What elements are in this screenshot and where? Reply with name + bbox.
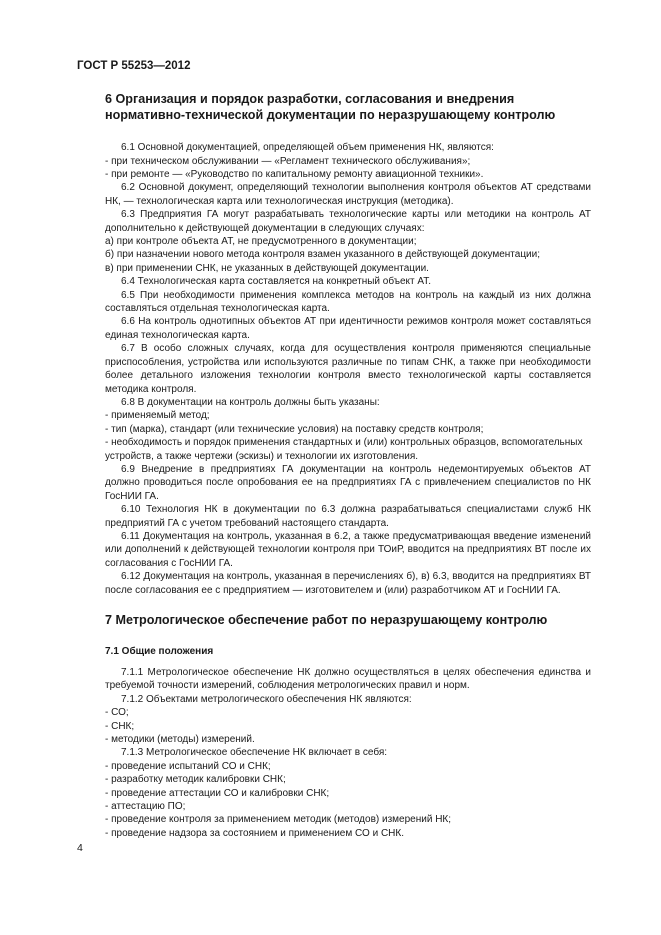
paragraph: 6.7 В особо сложных случаях, когда для осуществления контроля применяются специальные приспособления, устройства или используются различные по типам СНК, а также при необходимости более детального изложения технологии контроля вместо технологической карты составляется методика контроля. xyxy=(105,343,591,395)
paragraph: 7.1.2 Объектами метрологического обеспечения НК являются: xyxy=(121,693,412,705)
paragraph: 6.1 Основной документацией, определяющей объем применения НК, являются: xyxy=(121,142,494,154)
list-item: - проведение надзора за состоянием и применением СО и СНК. xyxy=(105,827,404,839)
paragraph: 6.9 Внедрение в предприятиях ГА документации на контроль недемонтируемых объектов АТ должно проводиться после опробования ее на предприятиях ГА с привлечением специалистов по НК ГосНИИ ГА. xyxy=(105,463,591,502)
list-item: - аттестацию ПО; xyxy=(105,801,186,813)
list-item: - при ремонте — «Руководство по капитальному ремонту авиационной техники». xyxy=(105,169,484,180)
list-item: - тип (марка), стандарт (или технические условия) на поставку средств контроля; xyxy=(105,423,484,435)
paragraph: 6.5 При необходимости применения комплекса методов на контроль на каждый из них должна составляться отдельная технологическая карта. xyxy=(105,289,591,315)
paragraph: 6.4 Технологическая карта составляется на конкретный объект АТ. xyxy=(121,276,432,288)
list-item: - проведение контроля за применением методик (методов) измерений НК; xyxy=(105,814,452,826)
paragraph: 6.12 Документация на контроль, указанная в перечислениях б), в) 6.3, вводится на предприятиях ВТ после согласования ее с предприятием — изготовителем и (или) разработчиком АТ и ГосНИИ ГА. xyxy=(105,571,591,596)
document-header: ГОСТ Р 55253—2012 xyxy=(77,60,191,72)
list-item: - СО; xyxy=(105,707,129,719)
section-7-heading: 7 Метрологическое обеспечение работ по неразрушающему контролю xyxy=(105,613,548,627)
list-item: - необходимость и порядок применения стандартных и (или) контрольных образцов, вспомогательных устройств, а также чертежи (эскизы) и технологии их изготовления. xyxy=(105,437,583,462)
section-6-body xyxy=(105,141,591,597)
paragraph: 6.2 Основной документ, определяющий технологии выполнения контроля объектов АТ средствами НК, — технологическая карта или технологическая инструкция (методика). xyxy=(105,182,591,207)
list-item: - методики (методы) измерений. xyxy=(105,734,255,746)
paragraph: 6.6 На контроль однотипных объектов АТ при идентичности режимов контроля может составляться единая технологическая карта. xyxy=(105,316,591,341)
page-content xyxy=(105,92,591,840)
paragraph: 7.1.3 Метрологическое обеспечение НК включает в себя: xyxy=(121,747,388,759)
list-item: - проведение испытаний СО и СНК; xyxy=(105,760,271,772)
list-item: - применяемый метод; xyxy=(105,410,210,422)
list-item: б) при назначении нового метода контроля взамен указанного в действующей документации; xyxy=(105,249,540,261)
paragraph: 6.3 Предприятия ГА могут разрабатывать технологические карты или методики на контроль АТ дополнительно к действующей документации в следующих случаях: xyxy=(105,209,591,234)
list-item: в) при применении СНК, не указанных в действующей документации. xyxy=(105,262,429,274)
list-item: а) при контроле объекта АТ, не предусмотренного в документации; xyxy=(105,236,417,248)
list-item: - СНК; xyxy=(105,720,135,732)
paragraph: 6.10 Технология НК в документации по 6.3 должна разрабатываться специалистами служб НК предприятий ГА с учетом требований настоящего стандарта. xyxy=(105,504,591,529)
section-6-heading: 6 Организация и порядок разработки, согласования и внедрения нормативно-технической документации по неразрушающему контролю xyxy=(105,92,556,122)
paragraph: 6.8 В документации на контроль должны быть указаны: xyxy=(121,396,380,408)
section-7-body xyxy=(105,666,591,840)
subsection-7-1-heading: 7.1 Общие положения xyxy=(105,645,214,657)
page-number: 4 xyxy=(77,842,83,854)
paragraph: 7.1.1 Метрологическое обеспечение НК должно осуществляться в целях обеспечения единства и требуемой точности измерений, соблюдения метрологических правил и норм. xyxy=(105,667,591,692)
list-item: - проведение аттестации СО и калибровки СНК; xyxy=(105,787,330,799)
paragraph: 6.11 Документация на контроль, указанная в 6.2, а также предусматривающая введение изменений или дополнений к действующей технологии контроля при ТОиР, вводится на предприятиях ВТ после их согласования с ГосНИИ ГА. xyxy=(105,530,591,569)
list-item: - при техническом обслуживании — «Регламент технического обслуживания»; xyxy=(105,155,471,167)
list-item: - разработку методик калибровки СНК; xyxy=(105,774,286,786)
